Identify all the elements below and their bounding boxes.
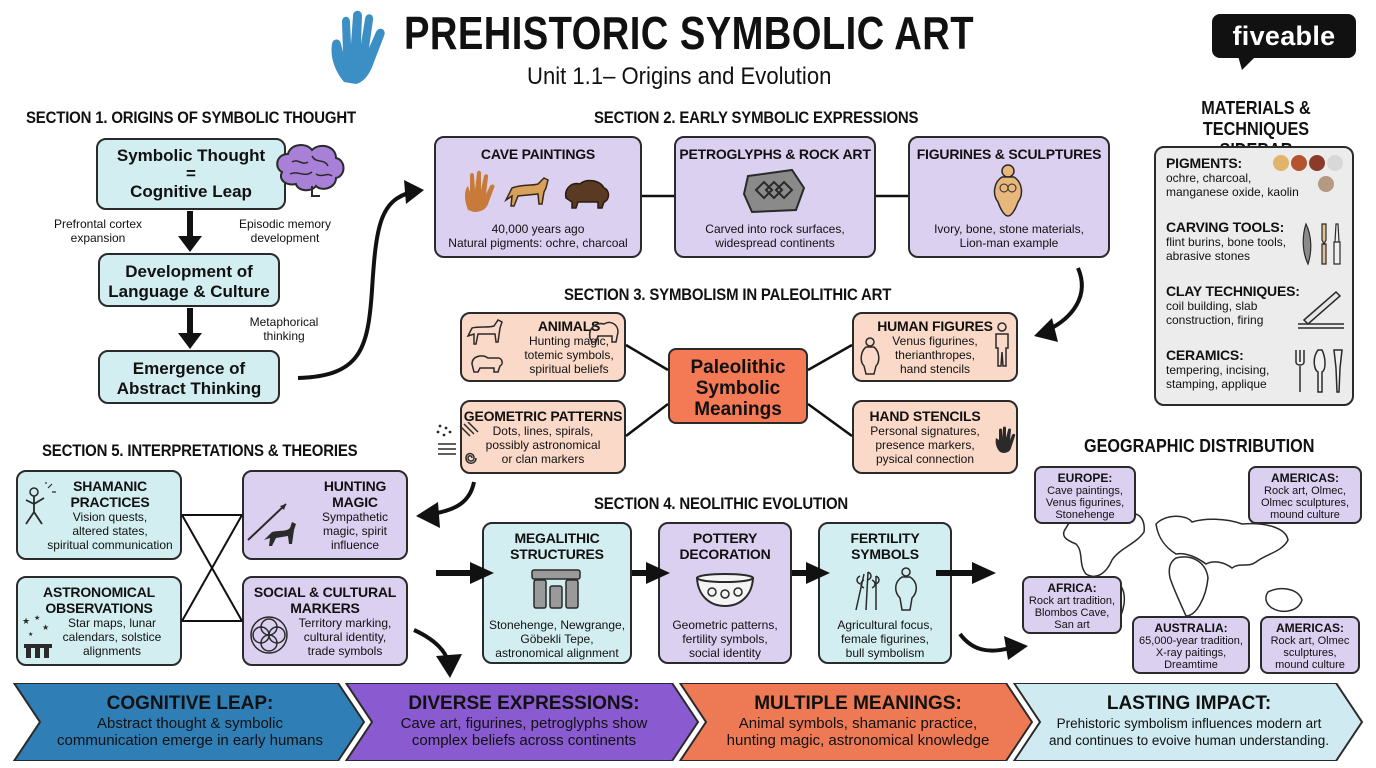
note-prefrontal xyxy=(38,217,158,245)
astro-title2: OBSERVATIONS xyxy=(45,600,153,616)
pottery-title2: DECORATION xyxy=(679,546,771,562)
note-meta-line1: Metaphorical xyxy=(249,315,319,329)
section3-title: SECTION 3. SYMBOLISM IN PALEOLITHIC ART xyxy=(564,285,892,304)
cave-paintings-line1: 40,000 years ago xyxy=(491,222,585,236)
hunting-title1: HUNTING xyxy=(323,478,387,494)
banner4-line2: and continues to evoive human understanding. xyxy=(1049,733,1329,748)
venus-figurine-icon xyxy=(990,164,1026,218)
geometric-title: GEOMETRIC PATTERNS xyxy=(463,408,623,424)
box2-line1: Development of xyxy=(125,262,253,281)
social-line3: trade symbols xyxy=(307,644,383,658)
americas2-title: AMERICAS: xyxy=(1276,621,1344,635)
banner3-line2: hunting magic, astronomical knowledge xyxy=(726,732,990,749)
geo-title: GEOGRAPHIC DISTRIBUTION xyxy=(1084,436,1315,456)
figurines-line1: Ivory, bone, stone materials, xyxy=(934,222,1084,236)
hunting-title2: MAGIC xyxy=(332,494,378,510)
note-episodic-line1: Episodic memory xyxy=(238,217,332,231)
section2-title: SECTION 2. EARLY SYMBOLIC EXPRESSIONS xyxy=(594,108,919,127)
spear-animal-icon xyxy=(246,500,300,552)
bison-outline-icon xyxy=(586,318,622,346)
brain-icon xyxy=(272,142,348,198)
page-subtitle: Unit 1.1– Origins and Evolution xyxy=(527,63,832,90)
geometric-line2: possibly astronomical xyxy=(485,438,601,452)
africa-title: AFRICA: xyxy=(1047,581,1097,595)
rock-carving-icon xyxy=(742,168,806,214)
geo-europe xyxy=(1034,466,1136,524)
animals-line1: Hunting magic, xyxy=(528,334,610,348)
page-title: PREHISTORIC SYMBOLIC ART xyxy=(404,7,974,59)
pigment-swatch xyxy=(1273,155,1289,171)
shamanic-title1: SHAMANIC xyxy=(73,478,147,494)
europe-line2: Venus figurines, xyxy=(1045,497,1125,509)
hand-logo-icon xyxy=(326,10,394,86)
stencils-line2: presence markers, xyxy=(875,438,975,452)
symbolic-thought-box xyxy=(96,138,286,210)
human-line1: Venus figurines, xyxy=(892,334,978,348)
banner-diverse-expressions xyxy=(372,683,676,761)
sidebar-title1: MATERIALS & TECHNIQUES xyxy=(1201,98,1311,139)
note-meta-line2: thinking xyxy=(263,329,305,343)
ceramics-line2: stamping, applique xyxy=(1166,377,1267,391)
megalithic-line2: Göbekli Tepe, xyxy=(520,632,594,646)
banner1-line1: Abstract thought & symbolic xyxy=(97,715,283,732)
center-line3: Meanings xyxy=(694,399,782,420)
banner4-title: LASTING IMPACT: xyxy=(1106,693,1272,714)
banner-lasting-impact xyxy=(1036,683,1342,761)
box1-line2: = xyxy=(186,164,196,183)
note-episodic-line2: development xyxy=(250,231,320,245)
megalithic-title1: MEGALITHIC xyxy=(514,530,600,546)
shaman-icon xyxy=(20,482,60,530)
svg-text:★: ★ xyxy=(28,631,34,638)
clay-line2: construction, firing xyxy=(1166,313,1264,327)
geometric-line3: or clan markers xyxy=(501,452,585,466)
section4-title: SECTION 4. NEOLITHIC EVOLUTION xyxy=(594,494,849,513)
cave-paintings-line2: Natural pigments: ochre, charcoal xyxy=(448,236,628,250)
carving-line1: flint burins, bone tools, xyxy=(1166,235,1287,249)
hunting-line2: magic, spirit xyxy=(322,524,387,538)
astro-line1: Star maps, lunar xyxy=(67,616,157,630)
fertility-line2: female figurines, xyxy=(840,632,930,646)
fiveable-logo: fiveable xyxy=(1212,14,1356,58)
shamanic-line3: spiritual communication xyxy=(47,538,173,552)
banner-multiple-meanings xyxy=(706,683,1010,761)
africa-line2: Blombos Cave, xyxy=(1034,607,1110,619)
banner3-title: MULTIPLE MEANINGS: xyxy=(754,693,962,714)
pottery-line3: social identity xyxy=(688,646,762,660)
americas1-line1: Rock art, Olmec, xyxy=(1264,485,1346,497)
pigment-swatch xyxy=(1318,176,1334,192)
australia-line1: 65,000-year tradition, xyxy=(1139,635,1243,647)
megalithic-title2: STRUCTURES xyxy=(510,546,604,562)
wheat-figurine-icon xyxy=(846,566,926,612)
human-title: HUMAN FIGURES xyxy=(877,318,993,334)
human-line2: therianthropes, xyxy=(894,348,976,362)
center-line1: Paleolithic xyxy=(690,357,786,378)
geometric-line1: Dots, lines, spirals, xyxy=(492,424,594,438)
banner-cognitive-leap xyxy=(40,683,340,761)
astro-title1: ASTRONOMICAL xyxy=(43,584,155,600)
section5-title: SECTION 5. INTERPRETATIONS & THEORIES xyxy=(42,441,358,460)
figurines-line2: Lion-man example xyxy=(959,236,1059,250)
carving-line2: abrasive stones xyxy=(1166,249,1251,263)
abstract-thinking-box xyxy=(98,350,280,404)
pigment-swatch xyxy=(1291,155,1307,171)
animals-title: ANIMALS xyxy=(537,318,601,334)
figurines-title: FIGURINES & SCULPTURES xyxy=(916,146,1102,162)
human-figure-outline-icon xyxy=(858,336,882,376)
shamanic-title2: PRACTICES xyxy=(70,494,150,510)
section1-title: SECTION 1. ORIGINS OF SYMBOLIC THOUGHT xyxy=(26,108,356,127)
pottery-title1: POTTERY xyxy=(692,530,758,546)
americas2-line1: Rock art, Olmec xyxy=(1270,635,1350,647)
flower-symbol-icon xyxy=(248,614,290,656)
social-title2: MARKERS xyxy=(290,600,360,616)
pottery-line1: Geometric patterns, xyxy=(672,618,778,632)
fertility-title2: SYMBOLS xyxy=(851,546,919,562)
note-episodic xyxy=(226,217,344,245)
banner1-title: COGNITIVE LEAP: xyxy=(106,693,274,714)
box1-line3: Cognitive Leap xyxy=(130,182,252,201)
pigment-swatch xyxy=(1309,155,1325,171)
animals-outline-icon xyxy=(464,318,512,378)
banner1-line2: communication emerge in early humans xyxy=(57,732,323,749)
stars-henge-icon xyxy=(20,614,56,660)
australia-line3: Dreamtime xyxy=(1164,659,1218,671)
shamanic-line2: altered states, xyxy=(72,524,148,538)
pottery-line2: fertility symbols, xyxy=(682,632,768,646)
geo-americas-top xyxy=(1248,466,1362,524)
box2-line2: Language & Culture xyxy=(108,282,270,301)
geo-africa xyxy=(1022,576,1122,634)
social-line1: Territory marking, xyxy=(298,616,392,630)
americas1-line3: mound culture xyxy=(1270,509,1340,521)
social-line2: cultural identity, xyxy=(303,630,387,644)
astro-line2: calendars, solstice xyxy=(62,630,162,644)
svg-text:★: ★ xyxy=(34,614,41,622)
pigments-line2: manganese oxide, kaolin xyxy=(1166,185,1299,199)
paleolithic-center-box xyxy=(668,348,808,424)
social-title1: SOCIAL & CULTURAL xyxy=(253,584,397,600)
shamanic-line1: Vision quests, xyxy=(72,510,148,524)
logo-speech-tail xyxy=(1238,56,1256,70)
pigment-swatch xyxy=(1327,155,1343,171)
americas2-line2: sculptures, xyxy=(1283,647,1337,659)
americas1-line2: Olmec sculptures, xyxy=(1260,497,1350,509)
hand-stencil-icon xyxy=(994,426,1016,454)
carving-head: CARVING TOOLS: xyxy=(1166,219,1285,235)
petroglyphs-line2: widespread continents xyxy=(715,236,835,250)
svg-text:★: ★ xyxy=(42,623,50,632)
africa-line1: Rock art tradition, xyxy=(1028,595,1116,607)
geo-australia xyxy=(1132,616,1250,674)
animals-line2: totemic symbols, xyxy=(524,348,614,362)
banner2-title: DIVERSE EXPRESSIONS: xyxy=(408,693,640,714)
stencils-title: HAND STENCILS xyxy=(869,408,981,424)
africa-line3: San art xyxy=(1054,619,1090,631)
cave-paintings-title: CAVE PAINTINGS xyxy=(480,146,596,162)
clay-head: CLAY TECHNIQUES: xyxy=(1166,283,1300,299)
australia-line2: X-ray paitings, xyxy=(1155,647,1227,659)
banner4-line1: Prehistoric symbolism influences modern art xyxy=(1056,716,1322,731)
europe-line3: Stonehenge xyxy=(1055,509,1115,521)
box3-line2: Abstract Thinking xyxy=(116,379,262,398)
megalithic-line3: astronomical alignment xyxy=(495,646,619,660)
note-prefrontal-line2: expansion xyxy=(70,231,126,245)
australia-title: AUSTRALIA: xyxy=(1154,621,1228,635)
hunting-line3: influence xyxy=(330,538,380,552)
stencils-line1: Personal signatures, xyxy=(870,424,980,438)
note-prefrontal-line1: Prefrontal cortex xyxy=(53,217,143,231)
americas1-title: AMERICAS: xyxy=(1271,471,1339,485)
geometric-patterns-card xyxy=(460,400,626,474)
petroglyphs-line1: Carved into rock surfaces, xyxy=(705,222,845,236)
clay-tool-icon xyxy=(1296,286,1346,330)
pattern-dots-spiral-icon xyxy=(434,422,482,470)
box3-line1: Emergence of xyxy=(132,359,246,378)
fertility-line3: bull symbolism xyxy=(845,646,925,660)
box1-line1: Symbolic Thought xyxy=(116,146,266,165)
europe-line1: Cave paintings, xyxy=(1047,485,1123,497)
clay-line1: coil building, slab xyxy=(1166,299,1258,313)
stencils-line3: pysical connection xyxy=(875,452,975,466)
ceramics-tools-icon xyxy=(1292,348,1346,394)
note-metaphorical xyxy=(236,315,332,343)
americas2-line3: mound culture xyxy=(1275,659,1345,671)
fertility-title1: FERTILITY xyxy=(850,530,920,546)
carving-tools-icon xyxy=(1300,222,1344,266)
petroglyphs-title: PETROGLYPHS & ROCK ART xyxy=(679,146,871,162)
ceramics-line1: tempering, incising, xyxy=(1166,363,1270,377)
banner3-line1: Animal symbols, shamanic practice, xyxy=(738,715,978,732)
cave-animals-icon xyxy=(462,170,614,214)
banner2-line1: Cave art, figurines, petroglyphs show xyxy=(400,715,648,732)
animals-line3: spiritual beliefs xyxy=(529,362,609,376)
svg-text:★: ★ xyxy=(22,617,31,627)
banner2-line2: complex beliefs across continents xyxy=(411,732,637,749)
pigments-line1: ochre, charcoal, xyxy=(1166,171,1252,185)
megalithic-line1: Stonehenge, Newgrange, xyxy=(488,618,626,632)
hunting-line1: Sympathetic xyxy=(321,510,389,524)
europe-title: EUROPE: xyxy=(1057,471,1113,485)
pigment-swatches-icon xyxy=(1272,154,1348,196)
astro-line3: alignments xyxy=(82,644,142,658)
fertility-line1: Agricultural focus, xyxy=(837,618,933,632)
pottery-bowl-icon xyxy=(694,570,756,610)
pigments-head: PIGMENTS: xyxy=(1166,155,1242,171)
standing-human-icon xyxy=(992,322,1012,368)
ceramics-head: CERAMICS: xyxy=(1166,347,1244,363)
geo-americas-bottom xyxy=(1260,616,1360,674)
stonehenge-icon xyxy=(528,566,584,610)
human-line3: hand stencils xyxy=(899,362,971,376)
center-line2: Symbolic xyxy=(695,378,781,399)
language-culture-box xyxy=(98,253,280,307)
